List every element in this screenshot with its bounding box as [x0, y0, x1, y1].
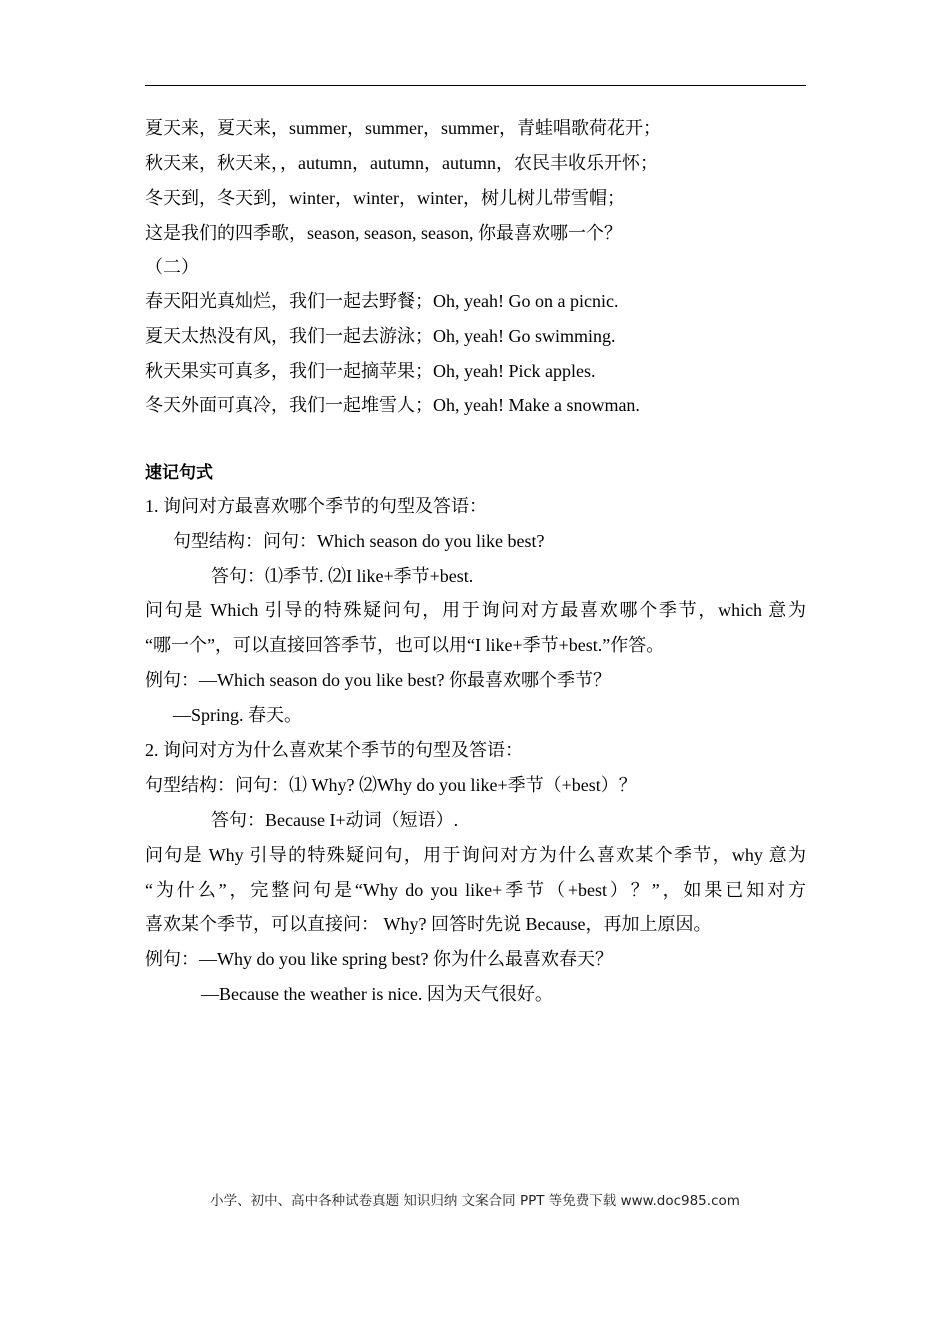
poem-one-line-1: 夏天来，夏天来，summer，summer，summer，青蛙唱歌荷花开；	[145, 118, 661, 138]
poem-one-line-3: 冬天到，冬天到，winter，winter，winter，树儿树儿带雪帽；	[145, 188, 625, 208]
poem-two-line-2: 夏天太热没有风，我们一起去游泳；Oh, yeah! Go swimming.	[145, 326, 616, 346]
point2-structure-answer: 答句：Because I+动词（短语）.	[211, 810, 459, 830]
header-rule	[145, 85, 806, 86]
poem-two-line-1: 春天阳光真灿烂，我们一起去野餐；Oh, yeah! Go on a picnic.	[145, 291, 619, 311]
section-title: 速记句式	[145, 463, 213, 483]
poem-one-line-2: 秋天来，秋天来，，autumn，autumn，autumn，农民丰收乐开怀；	[145, 153, 658, 173]
point1-example-question: 例句：—Which season do you like best? 你最喜欢哪个季节？	[145, 670, 611, 690]
point2-example-question: 例句：—Why do you like spring best? 你为什么最喜欢春天？	[145, 949, 613, 969]
point1-example-answer: —Spring. 春天。	[173, 705, 303, 725]
footer-text: 小学、初中、高中各种试卷真题 知识归纳 文案合同 PPT 等免费下载 www.doc985.com	[210, 1193, 740, 1209]
point2-explanation-line-1: 问句是 Why 引导的特殊疑问句，用于询问对方为什么喜欢某个季节，why 意为	[145, 845, 806, 865]
point2-example-answer: —Because the weather is nice. 因为天气很好。	[201, 984, 553, 1004]
point1-structure-answer: 答句：⑴季节. ⑵I like+季节+best.	[211, 566, 474, 586]
point2-title: 2. 询问对方为什么喜欢某个季节的句型及答语：	[145, 740, 523, 760]
point1-structure-question: 句型结构：问句：Which season do you like best?	[173, 531, 545, 551]
poem-two-line-3: 秋天果实可真多，我们一起摘苹果；Oh, yeah! Pick apples.	[145, 361, 596, 381]
poem-one-line-4: 这是我们的四季歌，season, season, season, 你最喜欢哪一个？	[145, 223, 622, 243]
poem-two-line-4: 冬天外面可真冷，我们一起堆雪人；Oh, yeah! Make a snowman.	[145, 395, 640, 415]
point1-title: 1. 询问对方最喜欢哪个季节的句型及答语：	[145, 496, 487, 516]
poem-two-label: （二）	[145, 257, 199, 277]
point1-explanation-line-2: “哪一个”，可以直接回答季节，也可以用“I like+季节+best.”作答。	[145, 635, 665, 655]
point1-explanation-line-1: 问句是 Which 引导的特殊疑问句，用于询问对方最喜欢哪个季节，which 意为	[145, 600, 806, 620]
point2-explanation-line-2: “为什么”，完整问句是“Why do you like+季节（+best）？”，如果已知对方	[145, 880, 806, 900]
point2-structure-question: 句型结构：问句：⑴ Why? ⑵Why do you like+季节（+best）？	[145, 775, 637, 795]
point2-explanation-line-3: 喜欢某个季节，可以直接问： Why? 回答时先说 Because，再加上原因。	[145, 914, 712, 934]
